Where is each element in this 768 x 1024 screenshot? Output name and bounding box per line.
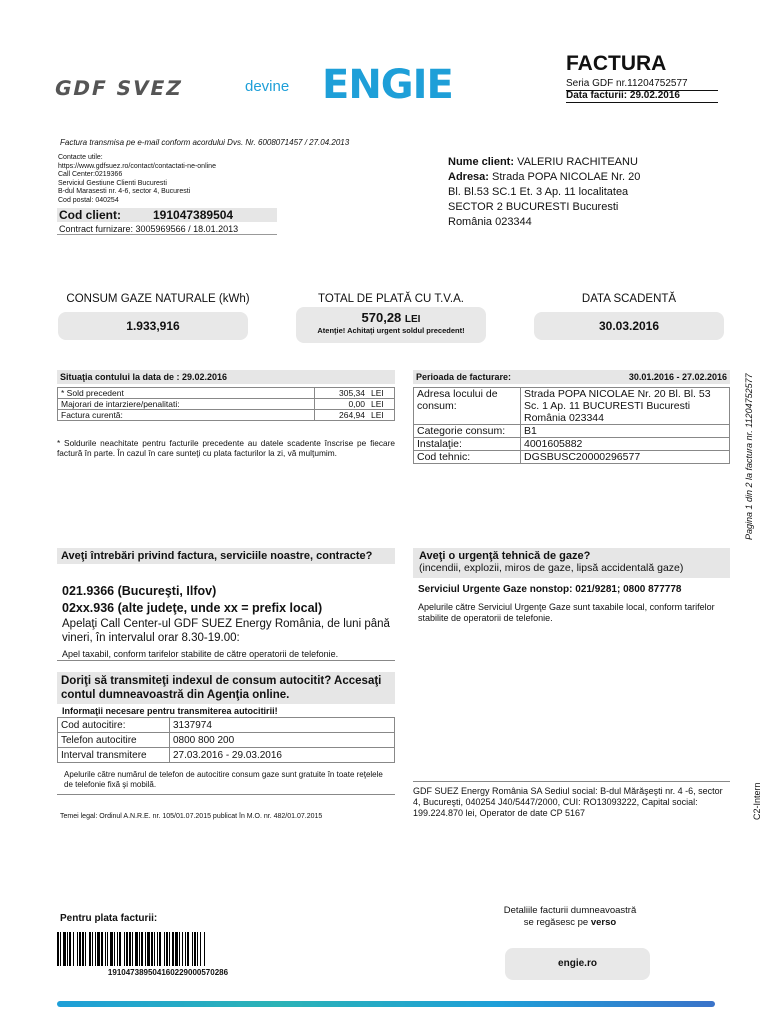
engie-logo: ENGIE xyxy=(322,62,453,108)
row-label: Categorie consum: xyxy=(414,425,521,438)
page-number-side: Pagina 1 din 2 la factura nr. 11204752577 xyxy=(744,373,754,540)
client-address-line: SECTOR 2 BUCURESTI Bucuresti xyxy=(448,201,619,213)
table-row xyxy=(414,425,730,438)
total-value: 570,28 xyxy=(361,310,402,325)
self-reading-header: Doriţi să transmiteţi indexul de consum autocitit? Accesaţi contul dumneavoastră din Agenţia online. xyxy=(57,672,395,704)
total-label: TOTAL DE PLATĂ CU T.V.A. xyxy=(318,293,464,305)
emergency-subheader: (incendii, explozii, miros de gaze, lipsă accidentală gaze) xyxy=(419,562,684,574)
company-info: GDF SUEZ Energy România SA Sediul social: B-dul Mărăşeşti nr. 4 -6, sector 4, Bucureşti, 040254 J40/5447/2000, CUI: RO13093222, Capital social: 199.224.870 lei, Operator de date CP 5167 xyxy=(413,786,723,818)
billing-period-value: 30.01.2016 - 27.02.2016 xyxy=(628,372,727,382)
supply-contract: Contract furnizare: 3005969566 / 18.01.2013 xyxy=(57,224,277,235)
questions-header: Aveţi întrebări privind factura, serviciile noastre, contracte? xyxy=(57,548,395,564)
row-value: 0,00 xyxy=(315,399,369,410)
divider xyxy=(57,794,395,795)
client-address-label: Adresa: xyxy=(448,171,489,183)
self-reading-subheader: Informaţii necesare pentru transmiterea autocitirii! xyxy=(62,706,278,716)
consumption-value: 1.933,916 xyxy=(58,312,248,340)
details-line: Detaliile facturii dumneavoastră xyxy=(503,905,637,916)
table-row xyxy=(58,718,395,733)
payment-barcode xyxy=(57,932,279,966)
engie-website-link[interactable]: engie.ro xyxy=(505,948,650,980)
table-row xyxy=(414,388,730,425)
row-label: Adresa locului de consum: xyxy=(414,388,521,425)
row-unit: LEI xyxy=(368,388,395,399)
client-address-line: România 023344 xyxy=(448,216,532,228)
emergency-header-box xyxy=(413,548,730,578)
self-reading-note: Apelurile către numărul de telefon de autocitire consum gaze sunt gratuite în toate reţelele de telefonie fixă şi mobilă. xyxy=(64,770,383,789)
contact-info xyxy=(58,154,298,205)
row-label: Majorari de intarziere/penalitati: xyxy=(58,399,315,410)
barcode-number: 191047389504160229000570286 xyxy=(107,968,229,977)
row-label: Interval transmitere xyxy=(58,748,170,763)
phone-other-counties: 02xx.936 (alte judeţe, unde xx = prefix local) xyxy=(62,601,323,615)
consumption-label: CONSUM GAZE NATURALE (kWh) xyxy=(66,293,250,305)
total-box xyxy=(296,307,486,343)
row-value: 3137974 xyxy=(170,718,395,733)
emergency-nonstop: Serviciul Urgente Gaze nonstop: 021/9281; 0800 877778 xyxy=(418,584,682,595)
row-label: Cod autocitire: xyxy=(58,718,170,733)
billing-period-header xyxy=(413,370,730,384)
row-unit: LEI xyxy=(368,410,395,421)
contact-line: Call Center:0219366 xyxy=(58,171,123,178)
contact-line: B-dul Marasesti nr. 4-6, sector 4, Bucuresti xyxy=(58,188,191,195)
call-center-text: Apelaţi Call Center-ul GDF SUEZ Energy România, de luni până vineri, în intervalul orar 8.30-19.00: xyxy=(62,618,390,644)
row-label: Factura curentă: xyxy=(58,410,315,421)
call-tax-note: Apel taxabil, conform tarifelor stabilite de către operatorii de telefonie. xyxy=(57,649,395,661)
row-value: 305,34 xyxy=(315,388,369,399)
billing-period-label: Perioada de facturare: xyxy=(416,372,512,382)
phone-bucharest: 021.9366 (Bucureşti, Ilfov) xyxy=(62,584,217,598)
row-value: DGSBUSC20000296577 xyxy=(521,451,730,464)
row-value: 0800 800 200 xyxy=(170,733,395,748)
emergency-header: Aveţi o urgenţă tehnică de gaze? xyxy=(419,550,591,562)
table-row xyxy=(58,733,395,748)
row-label: Cod tehnic: xyxy=(414,451,521,464)
logo-devine-text: devine xyxy=(245,78,290,95)
emergency-note: Apelurile către Serviciul Urgenţe Gaze sunt taxabile local, conform tarifelor stabilite de operatorii de telefonie. xyxy=(418,602,715,623)
consumption-place-table xyxy=(413,387,730,464)
details-note xyxy=(470,905,670,929)
balance-note: * Soldurile neachitate pentru facturile precedente au datele scadente înscrise pe fiecare factură în parte. În cazul în care sunteţi cu plata facturilor la zi, vă mulţumim. xyxy=(57,438,395,458)
contact-line: Cod postal: 040254 xyxy=(58,196,119,204)
email-agreement-note: Factura transmisa pe e-mail conform acordului Dvs. Nr. 6008071457 / 27.04.2013 xyxy=(60,138,350,147)
table-row xyxy=(58,748,395,763)
details-verso: verso xyxy=(590,917,617,928)
invoice-date: Data facturii: 29.02.2016 xyxy=(566,90,718,103)
classification-label: C2-Intern xyxy=(752,782,762,820)
client-block xyxy=(448,155,688,230)
contact-link[interactable]: https://www.gdfsuez.ro/contact/contactati-ne-online xyxy=(58,162,216,170)
row-value: Strada POPA NICOLAE Nr. 20 Bl. Bl. 53 Sc. 1 Ap. 11 BUCURESTI Bucuresti România 023344 xyxy=(521,388,730,425)
table-row xyxy=(414,451,730,464)
row-value: 264,94 xyxy=(315,410,369,421)
row-value: B1 xyxy=(521,425,730,438)
legal-basis: Temei legal: Ordinul A.N.R.E. nr. 105/01.07.2015 publicat în M.O. nr. 482/01.07.2015 xyxy=(60,813,323,820)
client-address-line: Strada POPA NICOLAE Nr. 20 xyxy=(492,171,641,183)
table-row xyxy=(58,388,395,399)
row-label: Instalaţie: xyxy=(414,438,521,451)
contact-line: Serviciul Gestiune Clienti Bucuresti xyxy=(58,179,167,187)
bottom-color-bar xyxy=(57,1001,715,1007)
due-date-label: DATA SCADENTĂ xyxy=(581,293,677,305)
client-name-label: Nume client: xyxy=(448,156,515,168)
table-row xyxy=(414,438,730,451)
invoice-series: Seria GDF nr.11204752577 xyxy=(566,78,718,91)
due-date-value: 30.03.2016 xyxy=(534,312,724,340)
contact-line: Contacte utile: xyxy=(58,154,103,161)
client-code-label: Cod client: xyxy=(59,208,121,222)
client-address-line: Bl. Bl.53 SC.1 Et. 3 Ap. 11 localitatea xyxy=(448,186,629,198)
barcode-bar xyxy=(205,932,206,966)
total-currency: LEI xyxy=(404,314,421,325)
row-label: * Sold precedent xyxy=(58,388,315,399)
row-value: 4001605882 xyxy=(521,438,730,451)
row-value: 27.03.2016 - 29.03.2016 xyxy=(170,748,395,763)
account-status-table xyxy=(57,387,395,421)
table-row xyxy=(58,399,395,410)
payment-label: Pentru plata facturii: xyxy=(60,913,158,924)
details-line: se regăsesc pe xyxy=(523,917,589,928)
invoice-title: FACTURA xyxy=(566,52,667,75)
client-code-value: 191047389504 xyxy=(153,208,234,222)
client-code-box xyxy=(57,208,277,222)
row-unit: LEI xyxy=(368,399,395,410)
total-warning: Atenţie! Achitaţi urgent soldul precedent! xyxy=(317,326,465,335)
gdf-suez-logo: GDF SVEZ xyxy=(52,76,186,100)
self-reading-table xyxy=(57,717,395,763)
account-status-header: Situaţia contului la data de : 29.02.2016 xyxy=(57,370,395,384)
table-row xyxy=(58,410,395,421)
client-name: VALERIU RACHITEANU xyxy=(517,156,638,168)
row-label: Telefon autocitire xyxy=(58,733,170,748)
divider xyxy=(413,781,730,782)
